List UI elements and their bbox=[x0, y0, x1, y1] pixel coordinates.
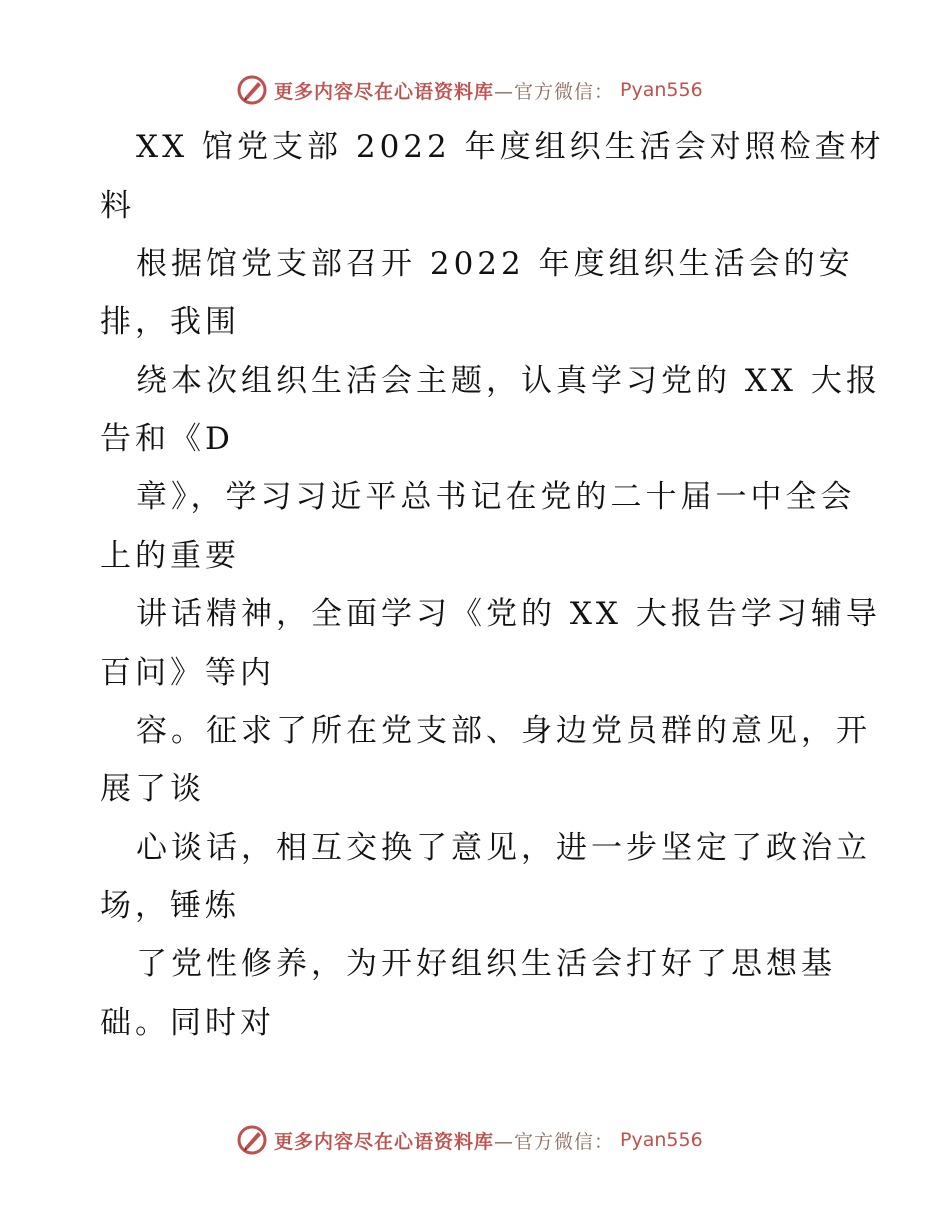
watermark-brand: 更多内容尽在心语资料库 bbox=[274, 80, 495, 103]
footer-watermark bbox=[236, 1120, 703, 1160]
paragraph-line: 章》，学习习近平总书记在党的二十届一中全会 bbox=[136, 479, 856, 515]
paragraph-line: 绕本次组织生活会主题，认真学习党的 XX 大报 bbox=[136, 363, 881, 399]
paragraph-line: 心谈话，相互交换了意见，进一步坚定了政治立 bbox=[136, 830, 871, 866]
paragraph-line: 讲话精神，全面学习《党的 XX 大报告学习辅导 bbox=[136, 596, 881, 632]
paragraph-line: 根据馆党支部召开 2022 年度组织生活会的安 bbox=[136, 246, 854, 282]
pen-logo-icon bbox=[236, 74, 268, 106]
watermark-brand: 更多内容尽在心语资料库 bbox=[274, 1130, 495, 1153]
watermark-official: —官方微信： bbox=[494, 80, 615, 103]
paragraph-line: 了党性修养，为开好组织生活会打好了思想基 bbox=[136, 946, 836, 982]
document-title-line: 料 bbox=[100, 188, 135, 224]
header-watermark bbox=[236, 70, 703, 110]
pen-logo-icon bbox=[236, 1124, 268, 1156]
watermark-wechat-id: Pyan556 bbox=[620, 1129, 703, 1151]
document-title-line: XX 馆党支部 2022 年度组织生活会对照检查材 bbox=[136, 129, 885, 165]
paragraph-line: 排，我围 bbox=[100, 304, 240, 340]
watermark-official: —官方微信： bbox=[494, 1130, 615, 1153]
paragraph-line: 场，锤炼 bbox=[100, 888, 240, 924]
paragraph-line: 上的重要 bbox=[100, 538, 240, 574]
paragraph-line: 百问》等内 bbox=[100, 655, 275, 691]
paragraph-line: 容。征求了所在党支部、身边党员群的意见，开 bbox=[136, 713, 871, 749]
watermark-wechat-id: Pyan556 bbox=[620, 79, 703, 101]
paragraph-line: 础。同时对 bbox=[100, 1005, 275, 1041]
paragraph-line: 告和《D bbox=[100, 421, 234, 457]
paragraph-line: 展了谈 bbox=[100, 771, 205, 807]
